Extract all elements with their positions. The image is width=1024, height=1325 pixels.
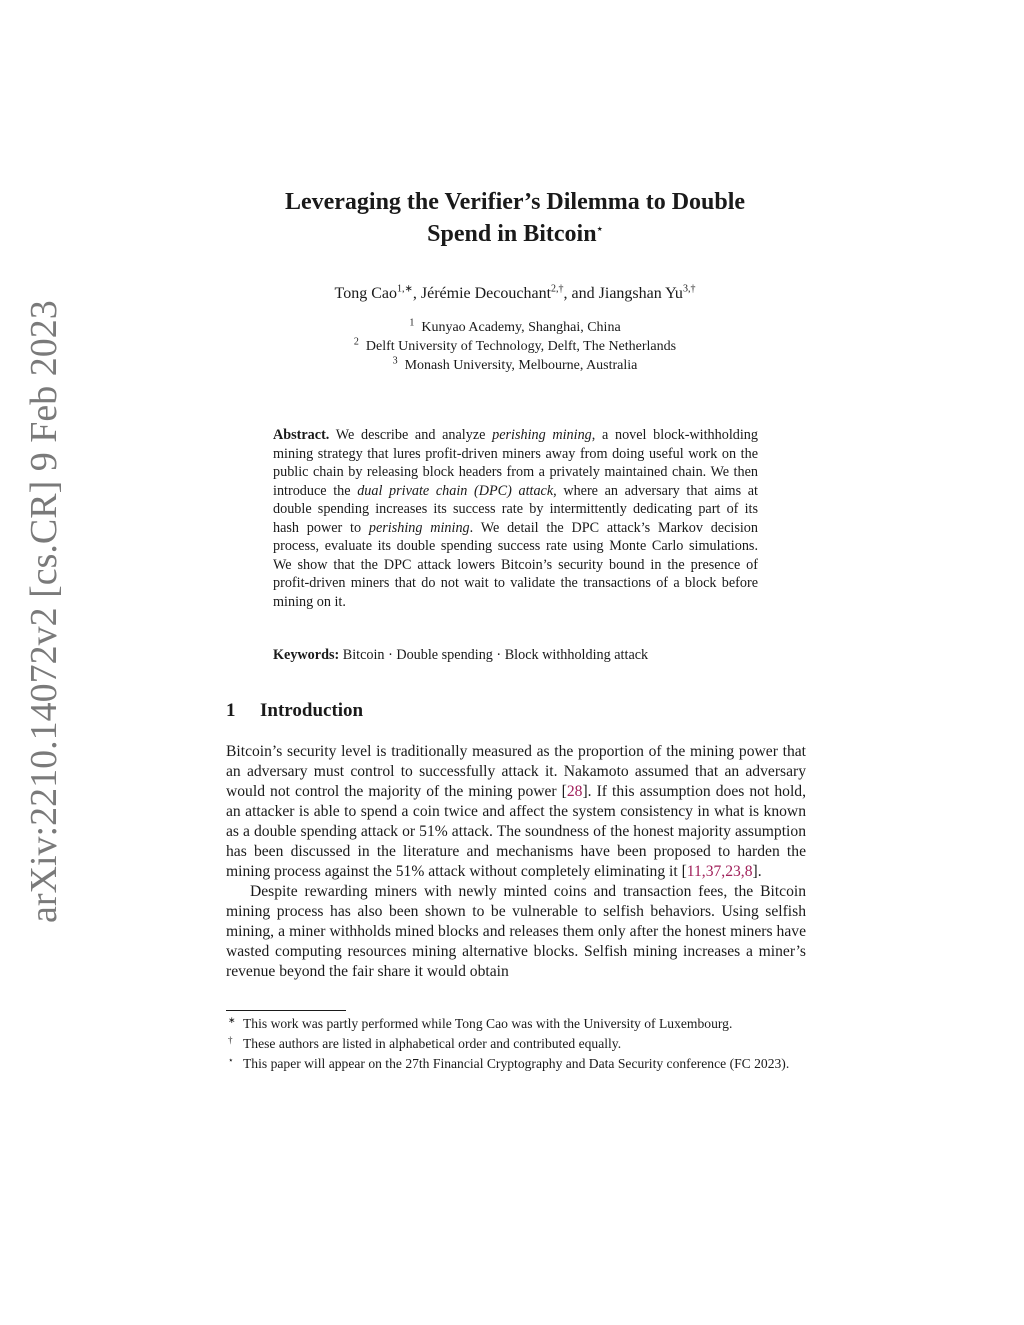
affiliation-text: Kunyao Academy, Shanghai, China xyxy=(421,320,621,335)
affiliation-text: Monash University, Melbourne, Australia xyxy=(404,358,638,373)
abstract-emphasis: perishing mining xyxy=(492,427,592,443)
abstract-emphasis: dual private chain (DPC) attack xyxy=(357,482,554,499)
paper-title-line-2-text: Spend in Bitcoin xyxy=(427,221,597,247)
footnote-text: These authors are listed in alphabetical order and contributed equally. xyxy=(243,1036,622,1051)
section-title: Introduction xyxy=(260,700,364,721)
paragraph xyxy=(226,742,806,882)
footnote-divider xyxy=(226,1010,346,1011)
author-name: Jiangshan Yu xyxy=(598,285,683,302)
keywords xyxy=(273,646,758,665)
citation-link[interactable]: 37 xyxy=(705,863,722,880)
affiliation-number: 3 xyxy=(392,355,398,367)
author-separator: , xyxy=(412,285,421,302)
paper-title-line-1: Leveraging the Verifier’s Dilemma to Double xyxy=(284,189,746,215)
paper-title xyxy=(190,186,840,250)
footnote-text: This paper will appear on the 27th Financial Cryptography and Data Security conference (FC 2023). xyxy=(243,1056,790,1071)
title-footnote-mark: ⋆ xyxy=(596,224,603,235)
affiliation-number: 1 xyxy=(409,317,415,329)
paragraph: Despite rewarding miners with newly minted coins and transaction fees, the Bitcoin mining process has also been shown to be vulnerable to selfish behaviors. Using selfish mining, a miner withholds mined blocks and releases them only after the honest miners have wasted computing resources mining alternative blocks. Selfish mining increases a miner’s revenue beyond the fair share it would obtain xyxy=(226,883,806,980)
section-heading xyxy=(226,699,626,723)
footnote xyxy=(226,1055,806,1073)
footnote xyxy=(226,1035,806,1053)
abstract-label: Abstract. xyxy=(273,427,330,443)
keywords-text: Bitcoin · Double spending · Block withholding attack xyxy=(339,647,649,663)
affiliation-number: 2 xyxy=(353,336,359,348)
footnotes xyxy=(226,1015,806,1075)
abstract-text: . We detail the DPC attack’s Markov decision process, evaluate its double spending success rate using Monte Carlo simulations. We show that the DPC attack lowers Bitcoin’s security bound in the presence of profit-driven miners that do not wait to validate the transactions of a block before mining on it. xyxy=(273,519,758,610)
affiliation-item xyxy=(190,318,840,337)
affiliation-item xyxy=(190,356,840,375)
footnote-mark: ⋆ xyxy=(228,1055,234,1065)
abstract-text: , where an adversary that aims at double spending increases its success rate by intermittently dedicating part of its hash power to xyxy=(273,482,758,536)
author-list xyxy=(190,283,840,305)
footnote xyxy=(226,1015,806,1033)
citation-separator: , xyxy=(740,863,745,880)
affiliation-text: Delft University of Technology, Delft, The Netherlands xyxy=(365,339,677,354)
affiliation-item xyxy=(190,337,840,356)
citation-link[interactable]: 23 xyxy=(725,863,741,880)
keywords-label: Keywords: xyxy=(273,647,340,663)
footnote-text: This work was partly performed while Tong Cao was with the University of Luxembourg. xyxy=(243,1016,733,1031)
body-text xyxy=(226,742,806,982)
citation-link[interactable]: 28 xyxy=(566,783,583,800)
citation-link[interactable]: 11 xyxy=(686,863,702,880)
citation-link[interactable]: 8 xyxy=(744,863,753,880)
abstract-emphasis: perishing mining xyxy=(368,519,470,536)
author-name: Jérémie Decouchant xyxy=(420,285,552,302)
author-affiliation-mark: 3,† xyxy=(682,283,696,295)
footnote-mark: † xyxy=(228,1035,233,1045)
arxiv-identifier-stamp: arXiv:2210.14072v2 [cs.CR] 9 Feb 2023 xyxy=(23,300,65,923)
abstract xyxy=(273,426,758,611)
paragraph-text: Bitcoin’s security level is traditionally measured as the proportion of the mining power that an adversary must control to successfully attack it. Nakamoto assumed that an adversary would not control the majority of the mining power [ xyxy=(226,743,806,800)
author-affiliation-mark: 1,∗ xyxy=(396,283,413,295)
paper-title-line-2 xyxy=(190,218,840,250)
section-number: 1 xyxy=(226,700,236,721)
author-name: Tong Cao xyxy=(334,285,397,302)
abstract-text: We describe and analyze xyxy=(329,427,493,443)
author-separator: , and xyxy=(563,285,599,302)
paragraph-text: ]. xyxy=(752,863,762,880)
footnote-mark: ∗ xyxy=(228,1015,236,1025)
affiliation-list xyxy=(190,318,840,375)
author-affiliation-mark: 2,† xyxy=(551,283,564,295)
citation-separator: , xyxy=(701,863,706,880)
paragraph-text: ]. If this assumption does not hold, an attacker is able to spend a coin twice and affect the system consistency in what is known as a double spending attack or 51% attack. The soundness of the honest majority assumption has been discussed in the literature and mechanisms have been proposed to harden the mining process against the 51% attack without completely eliminating it [ xyxy=(226,783,806,880)
abstract-text: , a novel block-withholding mining strategy that lures profit-driven miners away from doing useful work on the public chain by releasing block headers from a privately maintained chain. We then introduce the xyxy=(273,427,758,499)
citation-separator: , xyxy=(721,863,726,880)
